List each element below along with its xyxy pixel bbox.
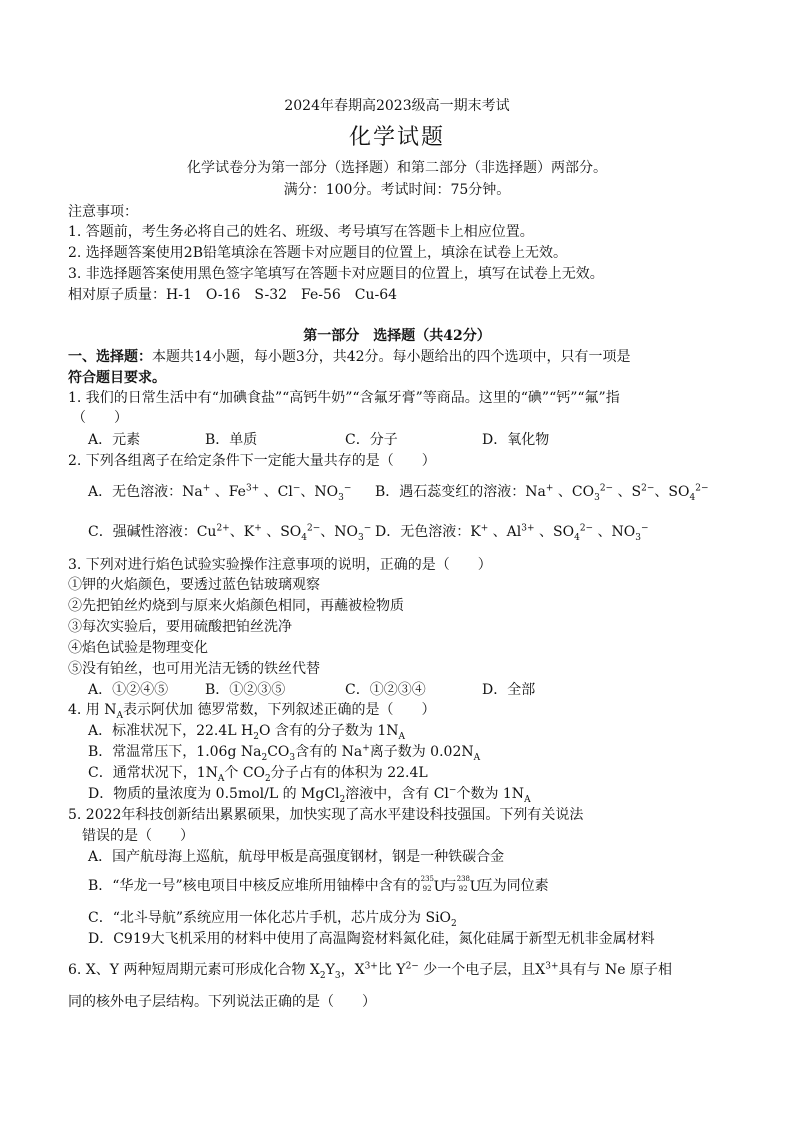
q2-b-prefix: B．遇石蕊变红的溶液：Na bbox=[375, 484, 546, 500]
section-intro bbox=[68, 347, 631, 367]
q5-option-a: A．国产航母海上巡航，航母甲板是高强度钢材，钢是一种铁碳合金 bbox=[88, 849, 505, 865]
q4-b-mid: CO bbox=[267, 744, 290, 760]
q2-d-prefix: D．无色溶液：K bbox=[375, 524, 481, 540]
q5-b-prefix: B．“华龙一号”核电项目中核反应堆所用铀棒中含有的 bbox=[88, 878, 421, 894]
score-time: 满分：100分。考试时间：75分钟。 bbox=[283, 182, 511, 198]
part1-heading: 第一部分 选择题（共42分） bbox=[303, 328, 491, 344]
q4-option-a: A．标准状况下，22.4L $H_2O$ 含有的分子数为 $1N_A$ bbox=[88, 723, 406, 742]
q2-option-a: A．无色溶液：Na+ 、$Fe^{3+}$ 、Cl−、$NO_3^-$ bbox=[88, 483, 352, 503]
q4-d-text: D．物质的量浓度为 0.5mol/L 的 MgCl bbox=[88, 786, 340, 802]
exam-intro: 化学试卷分为第一部分（选择题）和第二部分（非选择题）两部分。 bbox=[187, 160, 607, 176]
q4-d-rest: 溶液中，含有 Cl bbox=[345, 786, 449, 802]
uranium-235-symbol: 235 92 U bbox=[420, 875, 446, 895]
q1-stem: 1. 我们的日常生活中有“加碘食盐”“高钙牛奶”“含氟牙膏”等商品。这里的“碘”“钙”“氟”指 bbox=[68, 390, 620, 406]
exam-name: 2024年春期高2023级高一期末考试 bbox=[284, 98, 510, 114]
q2-option-d: D．无色溶液：K+ 、$Al^{3+}$ 、$SO_4^{2-}$ 、$NO_3^-$ bbox=[375, 523, 649, 543]
q4-a-text: A．标准状况下，22.4L H bbox=[88, 723, 254, 739]
page-title: 化学试题 bbox=[348, 125, 445, 150]
q5-stem-2: 错误的是（ ） bbox=[82, 828, 194, 844]
q6-stem-prefix: 6. X、Y 两种短周期元素可形成化合物 bbox=[68, 962, 306, 978]
notes-heading: 注意事项： bbox=[68, 204, 138, 220]
q3-statement: ④焰色试验是物理变化 bbox=[68, 640, 208, 656]
q4-b-end: 离子数为 0.02N bbox=[369, 744, 474, 760]
q1-option-d: D．氧化物 bbox=[482, 432, 550, 448]
q1-option-b: B．单质 bbox=[205, 432, 258, 448]
q3-option-b: B．①②③⑤ bbox=[205, 682, 286, 698]
section-label: 一、选择题： bbox=[68, 349, 152, 365]
q1-stem-bracket: （ ） bbox=[72, 410, 128, 426]
q5-option-c: C．“北斗导航”系统应用一体化芯片手机，芯片成分为 SiO$_2$ bbox=[88, 910, 457, 929]
q4-option-d: D．物质的量浓度为 0.5mol/L 的 MgCl$_2$溶液中，含有 Cl−个数为 $1N_A$ bbox=[88, 785, 531, 805]
q4-b-rest: 含有的 Na bbox=[295, 744, 363, 760]
q2-a-prefix: A．无色溶液：Na bbox=[88, 484, 203, 500]
q5-stem: 5. 2022年科技创新结出累累硕果，加快实现了高水平建设科技强国。下列有关说法 bbox=[68, 807, 584, 823]
q6-stem: 6. X、Y 两种短周期元素可形成化合物 $X_2Y_3$，$X^{3+}$比 $Y^{2-}$ 少一个电子层，且$X^{3+}$具有与 Ne 原子相 bbox=[68, 961, 672, 981]
q4-stem: 4. 用 $N_A$表示阿伏加 德罗常数，下列叙述正确的是（ ） bbox=[68, 702, 436, 721]
q2-c-prefix: C．强碱性溶液：Cu bbox=[88, 524, 217, 540]
note-item: 1. 答题前，考生务必将自己的姓名、班级、考号填写在答题卡上相应位置。 bbox=[68, 224, 534, 240]
atomic-masses: 相对原子质量：H-1 O-16 S-32 Fe-56 Cu-64 bbox=[68, 287, 398, 303]
q6-stem-mid: ，X bbox=[340, 962, 365, 978]
q5-c-text: C．“北斗导航”系统应用一体化芯片手机，芯片成分为 SiO bbox=[88, 910, 452, 926]
q3-option-a: A．①②④⑤ bbox=[88, 682, 169, 698]
q6-stem-end: 具有与 Ne 原子相 bbox=[558, 962, 672, 978]
q4-b-text: B．常温常压下，1.06g Na bbox=[88, 744, 262, 760]
q4-c-end: 分子占有的体积为 22.4L bbox=[270, 765, 428, 781]
q4-stem-prefix: 4. 用 N bbox=[68, 702, 117, 718]
q3-statement: ⑤没有铂丝，也可用光洁无锈的铁丝代替 bbox=[68, 661, 320, 677]
q1-option-c: C．分子 bbox=[345, 432, 398, 448]
q3-stem: 3. 下列对进行焰色试验实验操作注意事项的说明，正确的是（ ） bbox=[68, 557, 492, 573]
q5-option-b bbox=[88, 876, 549, 896]
q4-a-rest: O 含有的分子数为 1N bbox=[258, 723, 399, 739]
q6-stem-mid3: 少一个电子层，且 bbox=[423, 962, 536, 978]
q4-c-text: C．通常状况下，1N bbox=[88, 765, 218, 781]
q3-statement: ②先把铂丝灼烧到与原来火焰颜色相同，再蘸被检物质 bbox=[68, 598, 404, 614]
q2-option-b: B．遇石蕊变红的溶液：Na+ 、$CO_3^{2-}$ 、$S^{2-}$、$SO_4^{2-}$ bbox=[375, 483, 709, 503]
q5-b-mid: 与 bbox=[442, 878, 457, 894]
uranium-238-symbol: 238 92 U bbox=[456, 875, 482, 895]
q2-option-c: C．强碱性溶液：$Cu^{2+}$、K+ 、$SO_4^{2-}$、$NO_3^-$ bbox=[88, 523, 372, 543]
section-intro-text: 本题共14小题，每小题3分，共42分。每小题给出的四个选项中，只有一项是 bbox=[152, 349, 631, 365]
q1-option-a: A．元素 bbox=[88, 432, 141, 448]
q4-d-end: 个数为 1N bbox=[456, 786, 525, 802]
q2-stem: 2. 下列各组离子在给定条件下一定能大量共存的是（ ） bbox=[68, 453, 436, 469]
q3-option-c: C．①②③④ bbox=[345, 682, 426, 698]
q6-stem-2: 同的核外电子层结构。下列说法正确的是（ ） bbox=[68, 994, 376, 1010]
q3-statement: ①钾的火焰颜色，要透过蓝色钴玻璃观察 bbox=[68, 577, 320, 593]
section-intro-2: 符合题目要求。 bbox=[68, 370, 166, 386]
q3-option-d: D．全部 bbox=[482, 682, 536, 698]
note-item: 2. 选择题答案使用2B铅笔填涂在答题卡对应题目的位置上，填涂在试卷上无效。 bbox=[68, 245, 568, 261]
q4-stem-suffix: 表示阿伏加 德罗常数，下列叙述正确的是（ ） bbox=[123, 702, 436, 718]
q6-stem-mid2: 比 bbox=[377, 962, 392, 978]
q4-c-rest: 个 CO bbox=[224, 765, 266, 781]
q5-option-d: D．C919大飞机采用的材料中使用了高温陶瓷材料氮化硅，氮化硅属于新型无机非金属材料 bbox=[88, 931, 655, 947]
q4-option-c: C．通常状况下，$1N_A$个 $CO_2$分子占有的体积为 22.4L bbox=[88, 765, 428, 784]
q4-option-b: B．常温常压下，1.06g $Na_2CO_3$含有的 Na+离子数为 $0.02N_A$ bbox=[88, 743, 481, 763]
q5-b-end: 互为同位素 bbox=[478, 878, 549, 894]
q3-statement: ③每次实验后，要用硫酸把铂丝洗净 bbox=[68, 619, 292, 635]
note-item: 3. 非选择题答案使用黑色签字笔填写在答题卡对应题目的位置上，填写在试卷上无效。 bbox=[68, 266, 604, 282]
